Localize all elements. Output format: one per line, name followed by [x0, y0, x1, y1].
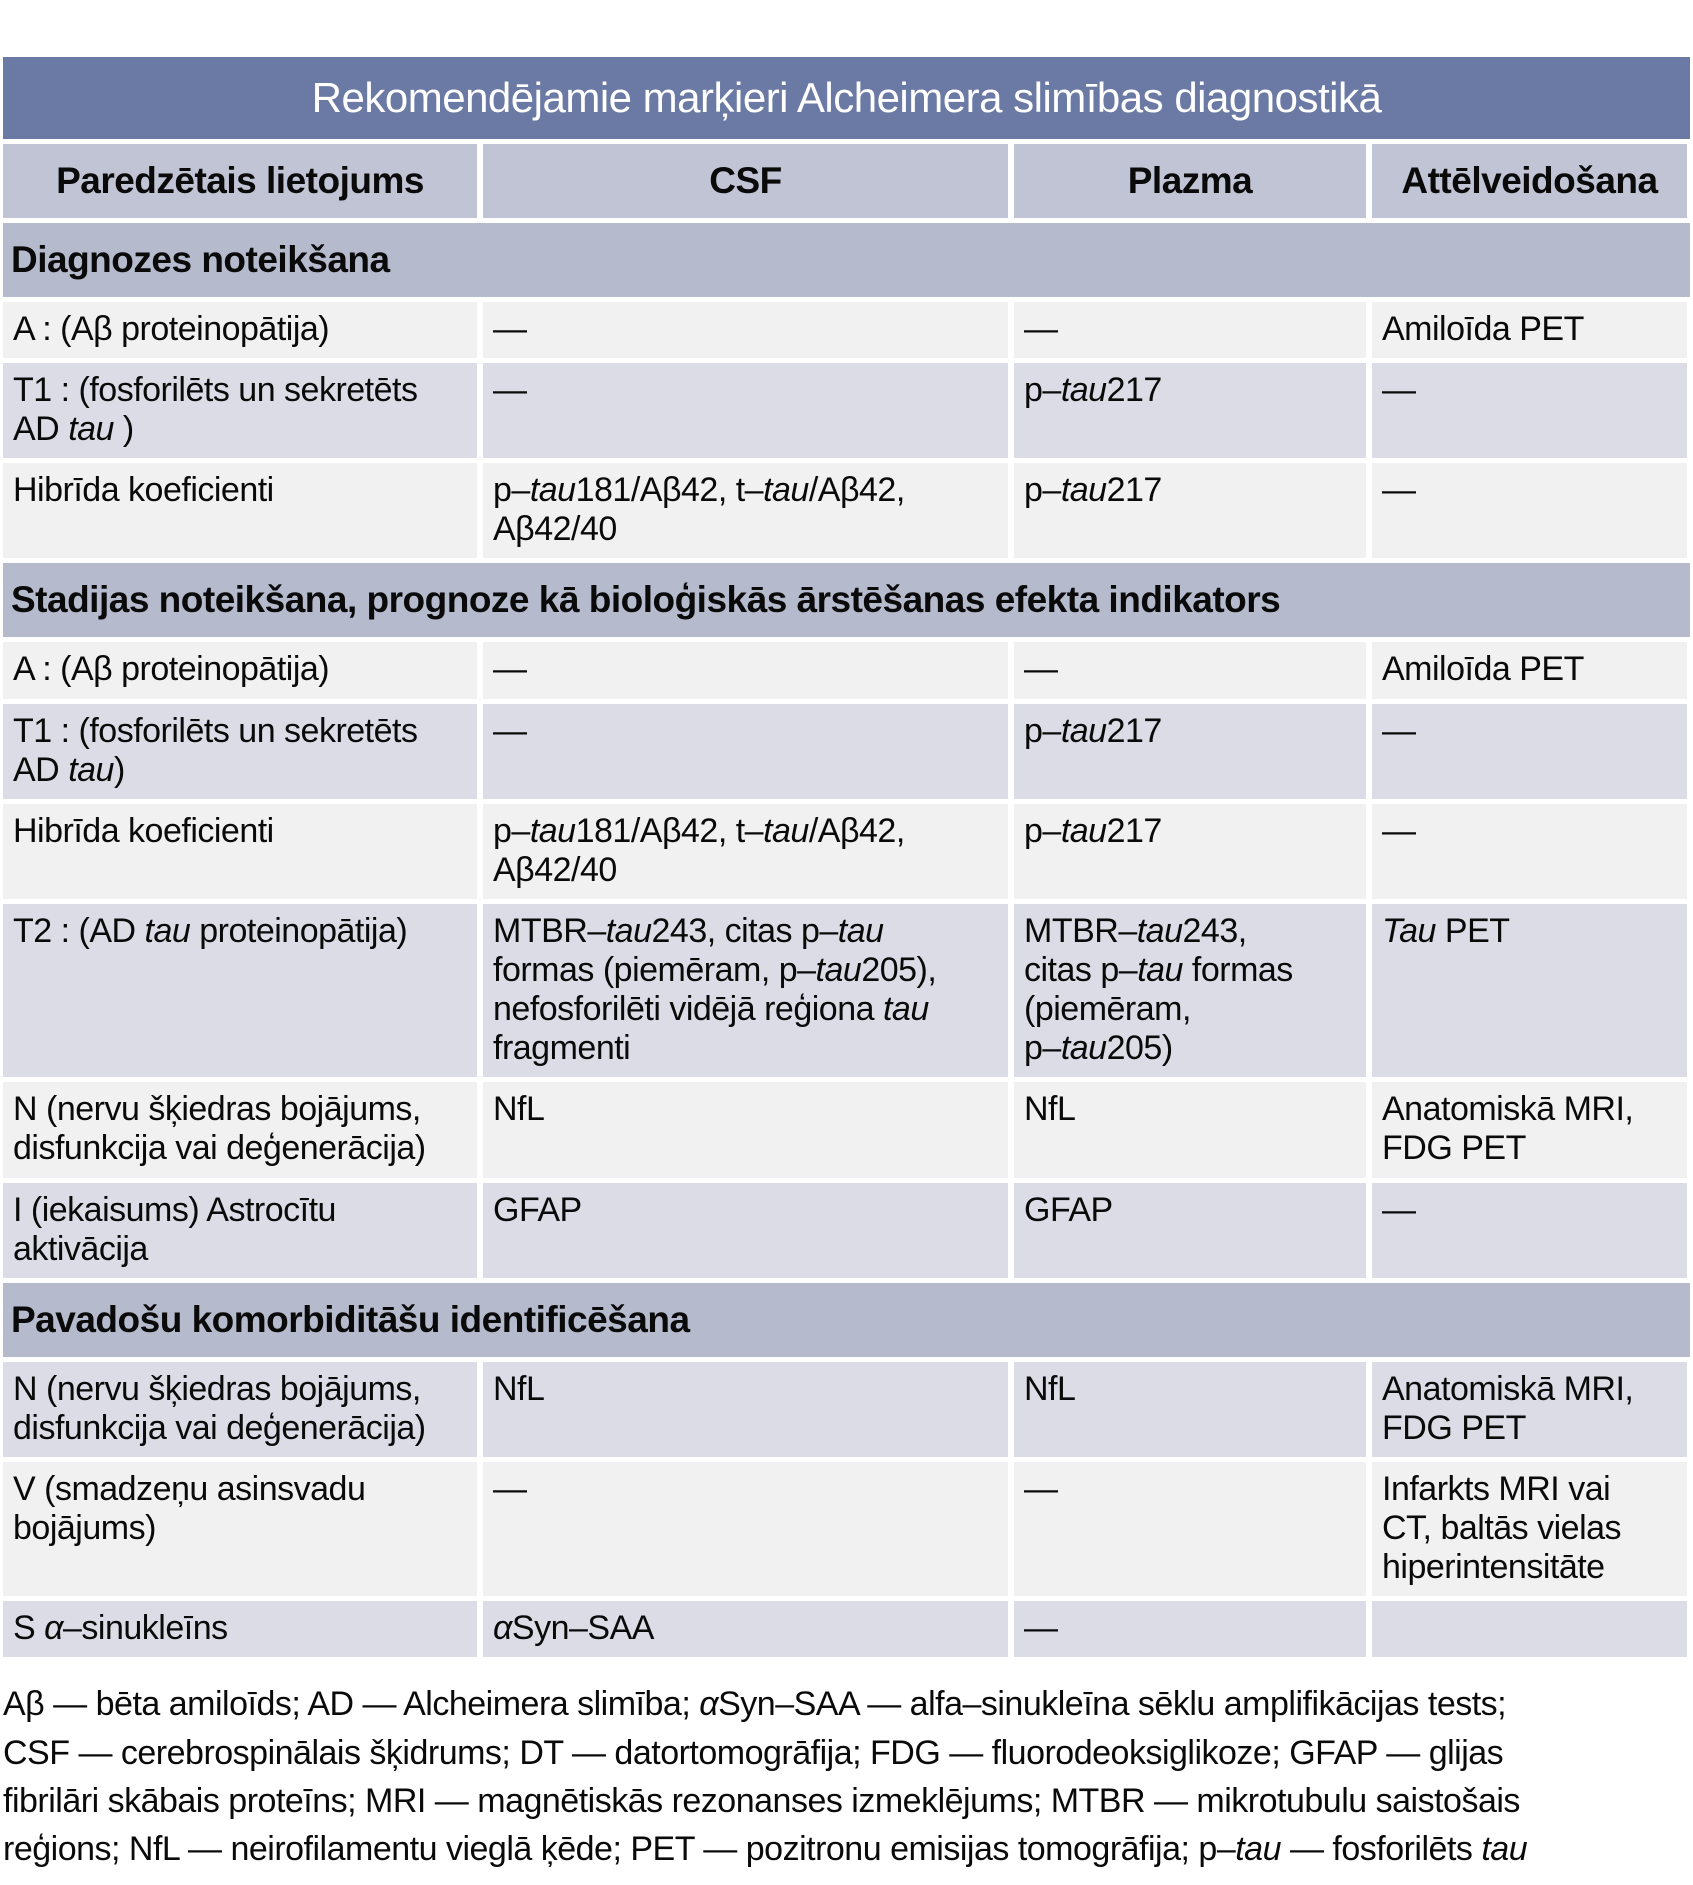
table-cell: — [1014, 302, 1366, 358]
table-cell: MTBR–tau243, citas p–tau formas (piemēram, p–tau205), nefosforilēti vidējā reģiona tau fragmenti [483, 904, 1008, 1077]
table-row [3, 1082, 1690, 1177]
table-cell: Infarkts MRI vai CT, baltās vielas hiperintensitāte [1372, 1462, 1687, 1596]
table-cell: NfL [483, 1082, 1008, 1177]
table-cell: Amiloīda PET [1372, 642, 1687, 698]
table-cell: p–tau217 [1014, 463, 1366, 558]
table-cell: T1 : (fosforilēts un sekretēts AD tau) [3, 704, 477, 799]
table-cell: T2 : (AD tau proteinopātija) [3, 904, 477, 1077]
table-row [3, 1183, 1690, 1278]
table-cell [1372, 1601, 1687, 1657]
column-header-paredzetais-lietojums: Paredzētais lietojums [3, 144, 477, 218]
table-cell: T1 : (fosforilēts un sekretēts AD tau ) [3, 363, 477, 458]
table-cell: MTBR–tau243, citas p–tau formas (piemēram, p–tau205) [1014, 904, 1366, 1077]
table-cell: p–tau217 [1014, 704, 1366, 799]
table-cell: NfL [483, 1362, 1008, 1457]
table-cell: Anatomiskā MRI, FDG PET [1372, 1082, 1687, 1177]
table-row [3, 642, 1690, 698]
table-cell: Anatomiskā MRI, FDG PET [1372, 1362, 1687, 1457]
table-cell: GFAP [1014, 1183, 1366, 1278]
section-heading: Diagnozes noteikšana [3, 223, 1690, 297]
table-cell: N (nervu šķiedras bojājums, disfunkcija vai deģenerācija) [3, 1082, 477, 1177]
table-title: Rekomendējamie marķieri Alcheimera slimības diagnostikā [3, 57, 1690, 139]
table-cell: — [483, 642, 1008, 698]
table-row [3, 904, 1690, 1077]
column-header-attelveidosana: Attēlveidošana [1372, 144, 1687, 218]
table-cell: — [1372, 463, 1687, 558]
table-row [3, 302, 1690, 358]
table-cell: Hibrīda koeficienti [3, 804, 477, 899]
table-cell: p–tau217 [1014, 804, 1366, 899]
table-cell: — [483, 704, 1008, 799]
table-cell: — [1014, 642, 1366, 698]
footnote: Aβ — bēta amiloīds; AD — Alcheimera slimība; αSyn–SAA — alfa–sinukleīna sēklu amplifikācijas tests; CSF — cerebrospinālais šķidrums; DT — datortomogrāfija; FDG — fluorodeoksiglikoze; GFAP — glijas fibrilāri skābais proteīns; MRI — magnētiskās rezonanses izmeklējums; MTBR — mikrotubulu saistošais reģions; NfL — neirofilamentu vieglā ķēde; PET — pozitronu emisijas tomogrāfija; p–tau — fosforilēts tau [3, 1685, 1528, 1869]
table-cell: A : (Aβ proteinopātija) [3, 302, 477, 358]
table-cell: Tau PET [1372, 904, 1687, 1077]
table-cell: — [1372, 1183, 1687, 1278]
table-cell: GFAP [483, 1183, 1008, 1278]
table-row [3, 1462, 1690, 1596]
table-cell: — [1372, 363, 1687, 458]
table-cell: — [1372, 804, 1687, 899]
table-row [3, 704, 1690, 799]
table-cell: — [1014, 1462, 1366, 1596]
section-heading: Stadijas noteikšana, prognoze kā bioloģiskās ārstēšanas efekta indikators [3, 563, 1690, 637]
table-cell: Hibrīda koeficienti [3, 463, 477, 558]
table-row [3, 804, 1690, 899]
table-cell: — [1372, 704, 1687, 799]
table-cell: A : (Aβ proteinopātija) [3, 642, 477, 698]
section-heading: Pavadošu komorbiditāšu identificēšana [3, 1283, 1690, 1357]
table-body [3, 223, 1690, 1657]
table-row [3, 363, 1690, 458]
column-header-plazma: Plazma [1014, 144, 1366, 218]
table-row [3, 1601, 1690, 1657]
table-cell: — [483, 363, 1008, 458]
table-row [3, 463, 1690, 558]
table-cell: p–tau217 [1014, 363, 1366, 458]
table-cell: S α–sinukleīns [3, 1601, 477, 1657]
column-header-csf: CSF [483, 144, 1008, 218]
table-cell: N (nervu šķiedras bojājums, disfunkcija vai deģenerācija) [3, 1362, 477, 1457]
table-cell: Amiloīda PET [1372, 302, 1687, 358]
table-cell: p–tau181/Aβ42, t–tau/Aβ42, Aβ42/40 [483, 463, 1008, 558]
column-header-row [3, 144, 1690, 218]
table-cell: NfL [1014, 1362, 1366, 1457]
table-cell: — [483, 1462, 1008, 1596]
table-cell: — [1014, 1601, 1366, 1657]
table-cell: I (iekaisums) Astrocītu aktivācija [3, 1183, 477, 1278]
table-cell: αSyn–SAA [483, 1601, 1008, 1657]
table-cell: p–tau181/Aβ42, t–tau/Aβ42, Aβ42/40 [483, 804, 1008, 899]
table-cell: — [483, 302, 1008, 358]
table-cell: NfL [1014, 1082, 1366, 1177]
table-row [3, 1362, 1690, 1457]
table-cell: V (smadzeņu asinsvadu bojājums) [3, 1462, 477, 1596]
